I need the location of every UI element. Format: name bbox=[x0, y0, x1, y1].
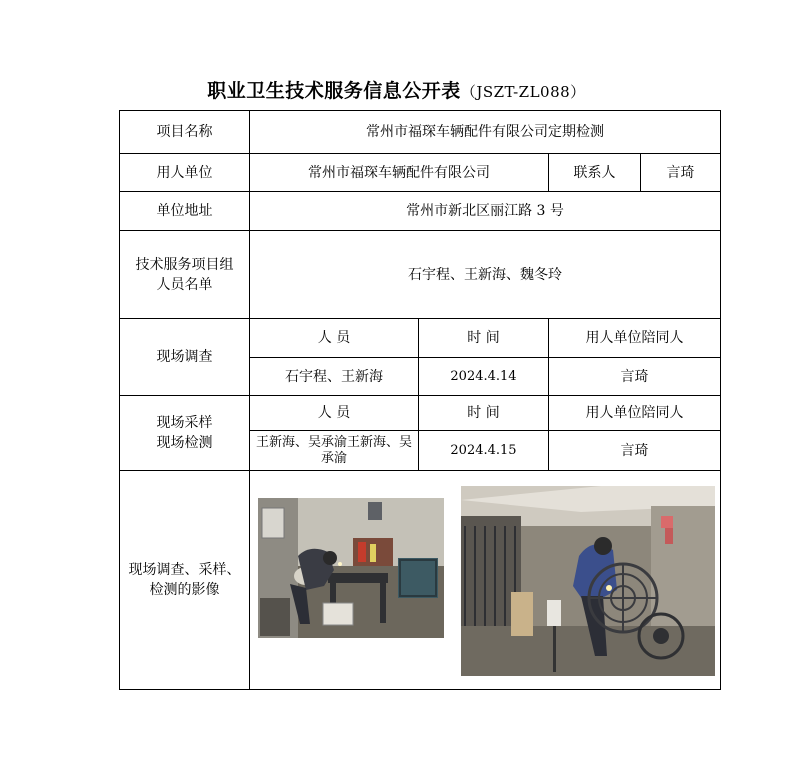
site-photo-2 bbox=[461, 486, 715, 676]
row-project-name bbox=[120, 111, 721, 154]
employer-value: 常州市福琛车辆配件有限公司 bbox=[250, 154, 549, 192]
sampling-time: 2024.4.15 bbox=[419, 431, 549, 471]
images-label: 现场调查、采样、检测的影像 bbox=[120, 471, 250, 690]
info-table bbox=[119, 110, 721, 690]
address-label: 单位地址 bbox=[120, 192, 250, 231]
title-text: 职业卫生技术服务信息公开表 bbox=[207, 80, 461, 102]
page-title bbox=[0, 76, 793, 103]
sampling-label-line1: 现场采样 bbox=[156, 415, 213, 431]
survey-people: 石宇程、王新海 bbox=[250, 358, 419, 396]
site-photo-1 bbox=[258, 498, 444, 638]
survey-col-people: 人 员 bbox=[250, 319, 419, 358]
address-value: 常州市新北区丽江路 3 号 bbox=[250, 192, 721, 231]
sampling-escort: 言琦 bbox=[549, 431, 721, 471]
survey-time: 2024.4.14 bbox=[419, 358, 549, 396]
project-name-value: 常州市福琛车辆配件有限公司定期检测 bbox=[250, 111, 721, 154]
sampling-col-time: 时 间 bbox=[419, 396, 549, 431]
sampling-label bbox=[120, 396, 250, 471]
form-code: （JSZT-ZL088） bbox=[460, 83, 586, 101]
row-employer bbox=[120, 154, 721, 192]
images-cell bbox=[250, 471, 721, 690]
welding-workshop-photo bbox=[258, 498, 444, 638]
team-value: 石宇程、王新海、魏冬玲 bbox=[250, 231, 721, 319]
row-sampling-header bbox=[120, 396, 721, 431]
row-team bbox=[120, 231, 721, 319]
survey-escort: 言琦 bbox=[549, 358, 721, 396]
grill-workshop-photo bbox=[461, 486, 715, 676]
employer-label: 用人单位 bbox=[120, 154, 250, 192]
contact-label: 联系人 bbox=[549, 154, 641, 192]
sampling-people: 王新海、吴承渝王新海、吴承渝 bbox=[250, 431, 419, 471]
sampling-label-line2: 现场检测 bbox=[156, 435, 213, 451]
row-address bbox=[120, 192, 721, 231]
survey-col-time: 时 间 bbox=[419, 319, 549, 358]
survey-label: 现场调查 bbox=[120, 319, 250, 396]
sampling-col-people: 人 员 bbox=[250, 396, 419, 431]
contact-value: 言琦 bbox=[641, 154, 721, 192]
project-name-label: 项目名称 bbox=[120, 111, 250, 154]
row-survey-header bbox=[120, 319, 721, 358]
row-images bbox=[120, 471, 721, 690]
team-label: 技术服务项目组人员名单 bbox=[120, 231, 250, 319]
sampling-col-escort: 用人单位陪同人 bbox=[549, 396, 721, 431]
survey-col-escort: 用人单位陪同人 bbox=[549, 319, 721, 358]
